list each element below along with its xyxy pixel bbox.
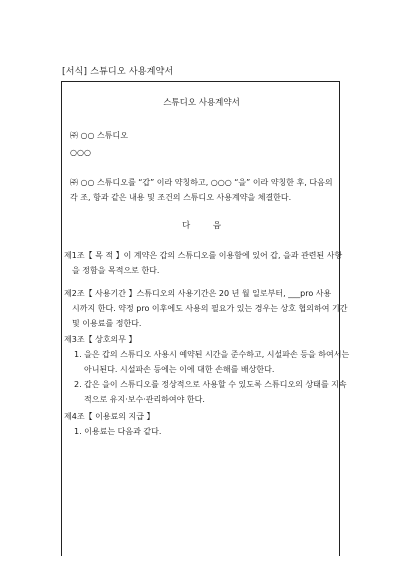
article-3-item-2-line-1: 2. 갑은 을이 스튜디오를 정상적으로 사용할 수 있도록 스튜디오의 상태를 지속 <box>74 380 347 389</box>
article-4-title: 제4조【 이용료의 지급 】 <box>64 412 155 421</box>
article-4-item-1: 1. 이용료는 다음과 같다. <box>74 427 162 436</box>
article-3-item-2-line-2: 적으로 유지·보수·관리하여야 한다. <box>84 395 205 404</box>
article-2-line-3: 및 이용료를 정한다. <box>72 319 142 328</box>
section-heading: 다 음 <box>181 221 222 231</box>
document-title: 스튜디오 사용계약서 <box>163 98 240 108</box>
party-line-2: ○○○ <box>70 148 91 157</box>
article-2-line-1: 제2조【 사용기간 】스튜디오의 사용기간은 20 년 월 일로부터, ___pro 사용 <box>64 289 332 298</box>
article-3-item-1-line-2: 아니된다. 시설파손 등에는 이에 대한 손해를 배상한다. <box>84 365 275 374</box>
intro-line-1: ㈜ ○○ 스튜디오를 “갑” 이라 약칭하고, ○○○ “을” 이라 약칭한 후, 다음의 <box>70 178 333 187</box>
contract-document <box>61 81 350 556</box>
article-2-line-2: 시까지 한다. 약정 pro 이후에도 사용의 필요가 있는 경우는 상호 협의하여 기간 <box>72 304 348 313</box>
party-line-1: ㈜ ○○ 스튜디오 <box>70 131 128 140</box>
intro-line-2: 각 조, 항과 같은 내용 및 조건의 스튜디오 사용계약을 체결한다. <box>70 193 292 202</box>
form-label: [서식] 스튜디오 사용계약서 <box>62 67 174 77</box>
article-3-title: 제3조【 상호의무 】 <box>64 335 137 344</box>
article-1-line-2: 을 정함을 목적으로 한다. <box>72 266 160 275</box>
article-1-line-1: 제1조【 목 적 】이 계약은 갑의 스튜디오를 이용함에 있어 갑, 을과 관련된 사항 <box>64 251 343 260</box>
article-3-item-1-line-1: 1. 을은 갑의 스튜디오 사용시 예약된 시간을 준수하고, 시설파손 등을 하여서는 <box>74 350 350 359</box>
